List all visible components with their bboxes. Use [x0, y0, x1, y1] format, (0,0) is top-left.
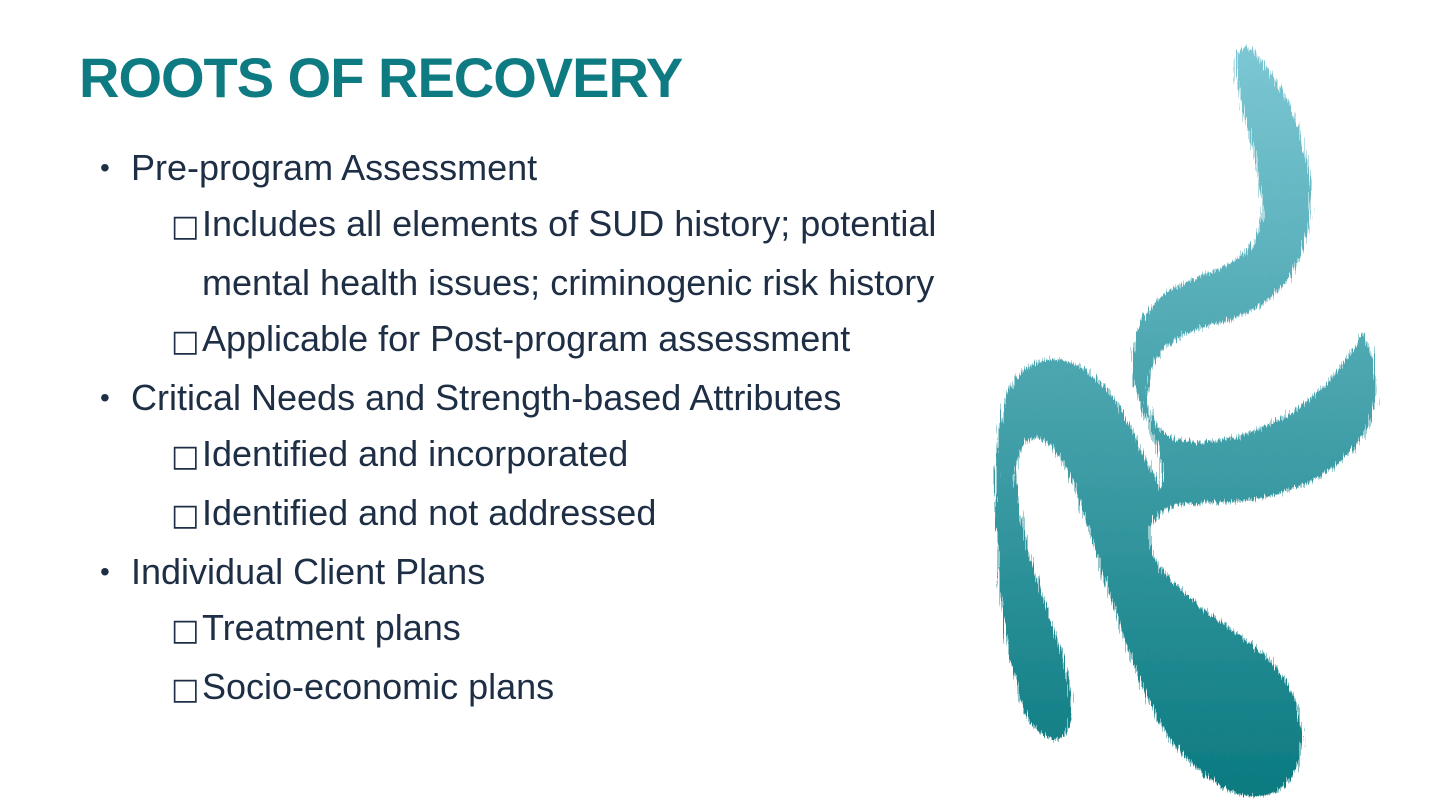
bullet-text: Individual Client Plans — [131, 551, 486, 592]
bullet-icon: • — [100, 382, 110, 413]
checkbox-marker-icon: □ — [171, 209, 200, 244]
sub-list — [131, 196, 980, 370]
bullet-text: Pre-program Assessment — [131, 147, 538, 188]
sub-item — [151, 426, 980, 485]
slide-title: ROOTS OF RECOVERY — [79, 46, 683, 109]
sub-item — [151, 600, 980, 659]
checkbox-marker-icon: □ — [171, 672, 200, 707]
bullet-item-critical-needs — [100, 370, 980, 544]
sub-item-text: Socio-economic plans — [202, 666, 555, 707]
sub-item-text: Treatment plans — [202, 607, 461, 648]
sub-item-text: Identified and incorporated — [202, 433, 629, 474]
bullet-item-individual-client-plans — [100, 544, 980, 718]
checkbox-marker-icon: □ — [171, 439, 200, 474]
bullet-icon: • — [100, 152, 110, 183]
brushstroke-shape — [995, 47, 1376, 796]
sub-list — [131, 426, 980, 544]
sub-item — [151, 659, 980, 718]
sub-item-text: Includes all elements of SUD history; potential mental health issues; criminogenic risk history — [202, 203, 937, 303]
brushstroke-decoration — [990, 30, 1430, 810]
checkbox-marker-icon: □ — [171, 324, 200, 359]
bullet-text: Critical Needs and Strength-based Attributes — [131, 377, 842, 418]
bullet-list — [100, 140, 980, 718]
checkbox-marker-icon: □ — [171, 613, 200, 648]
sub-item-text: Identified and not addressed — [202, 492, 657, 533]
bullet-icon: • — [100, 556, 110, 587]
checkbox-marker-icon: □ — [171, 498, 200, 533]
sub-item — [151, 196, 980, 311]
sub-item-text: Applicable for Post-program assessment — [202, 318, 851, 359]
sub-item — [151, 485, 980, 544]
sub-list — [131, 600, 980, 718]
bullet-item-pre-program-assessment — [100, 140, 980, 370]
sub-item — [151, 311, 980, 370]
